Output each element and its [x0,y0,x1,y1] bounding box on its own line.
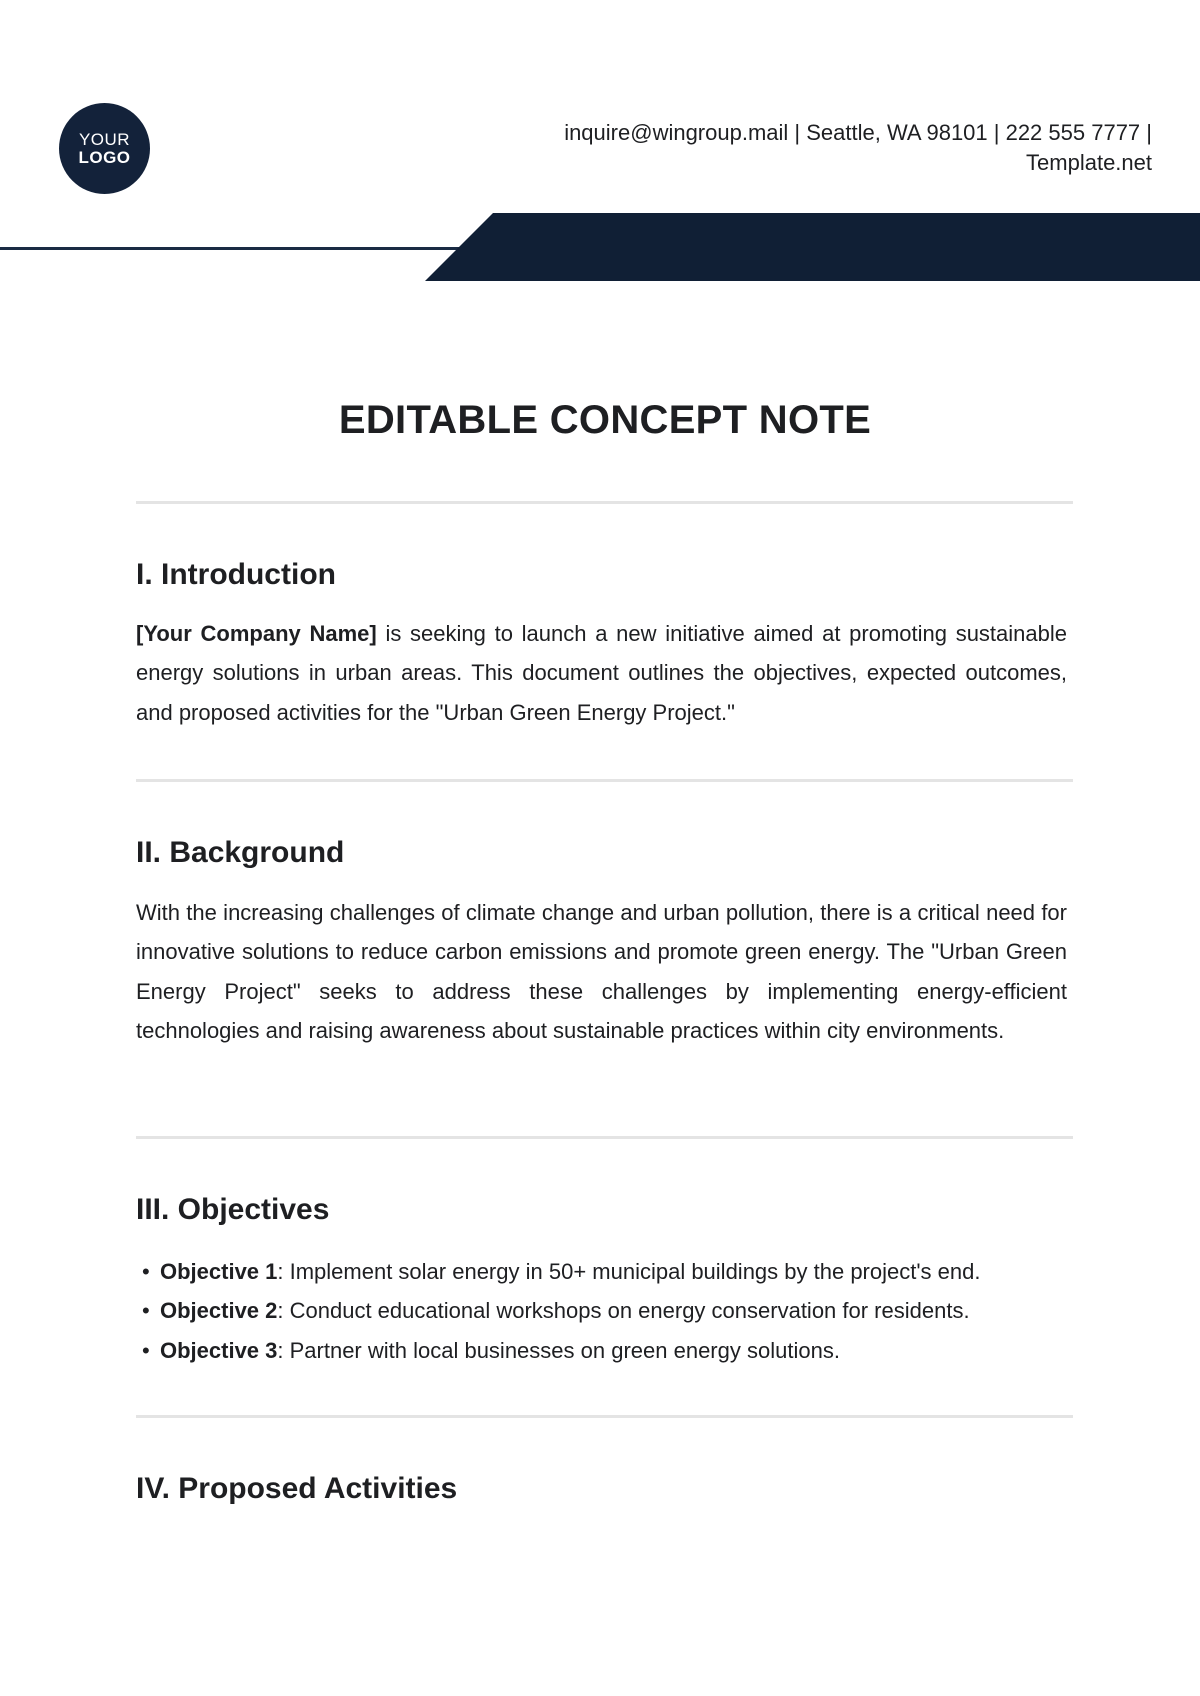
objective-text: : Partner with local businesses on green energy solutions. [277,1337,840,1363]
section-heading-introduction: I. Introduction [136,558,336,591]
bullet: • [142,1337,150,1363]
company-logo [59,103,150,194]
divider [136,501,1073,504]
background-paragraph: With the increasing challenges of climate change and urban pollution, there is a critical need for innovative solutions to reduce carbon emissions and promote green energy. The "Urban Green Energy Project" seeks to address these challenges by implementing energy-efficient technologies and raising awareness about sustainable practices within city environments. [136,900,1067,1044]
contact-line-1: inquire@wingroup.mail | Seattle, WA 98101 | 222 555 7777 | [564,120,1152,145]
divider [136,779,1073,782]
header-rule [0,247,470,250]
section-heading-objectives: III. Objectives [136,1193,330,1226]
list-item [136,1252,1086,1291]
contact-info [452,118,1152,178]
section-heading-proposed-activities: IV. Proposed Activities [136,1472,458,1505]
objectives-list [136,1252,1086,1370]
header-band [425,213,1200,281]
objective-label: Objective 3 [160,1337,278,1363]
contact-line-2: Template.net [1026,150,1152,175]
section-heading-background: II. Background [136,836,345,869]
bullet: • [142,1259,150,1284]
introduction-text: is seeking to launch a new initiative aimed at promoting sustainable energy solutions in urban areas. This document outlines the objectives, expected outcomes, and proposed activities for the "Urban Green Energy Project." [136,621,1067,725]
list-item [136,1331,1086,1370]
objective-label: Objective 1 [160,1259,278,1284]
logo-text-logo: LOGO [78,147,131,167]
company-name-placeholder: [Your Company Name] [136,621,377,646]
bullet: • [142,1298,150,1324]
objective-label: Objective 2 [160,1298,278,1324]
list-item [136,1291,1086,1330]
divider [136,1415,1073,1418]
document-title: EDITABLE CONCEPT NOTE [338,398,872,442]
objective-text: : Implement solar energy in 50+ municipal buildings by the project's end. [277,1259,981,1284]
introduction-paragraph [136,614,1067,732]
divider [136,1136,1073,1139]
objective-text: : Conduct educational workshops on energy conservation for residents. [277,1298,970,1324]
logo-text-your: YOUR [78,129,131,149]
